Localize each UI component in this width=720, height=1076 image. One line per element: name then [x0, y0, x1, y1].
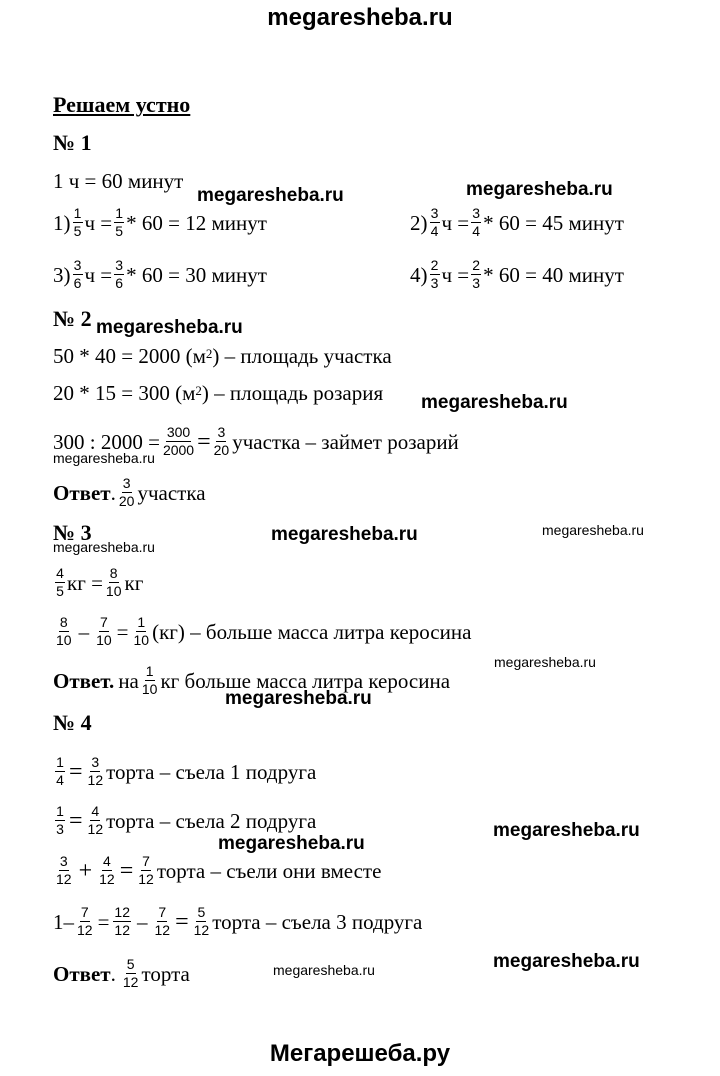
- fraction: $\frac{3}{20}$: [213, 424, 230, 458]
- task-2-answer: Ответ . $\frac{3}{20}$ участка: [53, 475, 206, 509]
- watermark: megaresheba.ru: [197, 185, 344, 206]
- fraction: $\frac{8}{10}$: [105, 565, 122, 599]
- watermark: megaresheba.ru: [493, 820, 640, 841]
- task-3-line-2: $\frac{8}{10}$ – $\frac{7}{10}$ = $\frac{1}{10}$ (кг) – больше масса литра керосина: [56, 614, 472, 648]
- task-1-item-1: 1) $\frac{1}{5}$ ч = $\frac{1}{5}$ * 60 = 12 минут: [53, 205, 267, 239]
- task-2-title: № 2: [53, 306, 92, 331]
- watermark: megaresheba.ru: [421, 392, 568, 413]
- task-1-item-3: 3) $\frac{3}{6}$ ч = $\frac{3}{6}$ * 60 = 30 минут: [53, 257, 267, 291]
- fraction: $\frac{3}{12}$: [87, 754, 104, 788]
- task-3-title: № 3: [53, 520, 92, 545]
- fraction: $\frac{1}{4}$: [56, 754, 64, 788]
- fraction: $\frac{12}{12}$: [114, 904, 130, 938]
- watermark: megaresheba.ru: [466, 179, 613, 200]
- fraction: $\frac{5}{12}$: [193, 904, 210, 938]
- fraction: $\frac{2}{3}$: [430, 257, 439, 291]
- fraction: $\frac{7}{12}$: [138, 853, 154, 887]
- footer-site-title: Мегарешеба.ру: [269, 1040, 451, 1067]
- watermark: megaresheba.ru: [225, 688, 372, 709]
- task-2-line-3: 300 : 2000 = $\frac{300}{2000}$ = $\frac{3}{20}$ участка – займет розарий: [53, 424, 459, 458]
- fraction: $\frac{1}{5}$: [115, 205, 124, 239]
- task-1-item-2: 2) $\frac{3}{4}$ ч = $\frac{3}{4}$ * 60 = 45 минут: [410, 205, 624, 239]
- fraction: $\frac{3}{20}$: [118, 475, 135, 509]
- watermark: megaresheba.ru: [218, 833, 365, 854]
- task-1-intro: 1 ч = 60 минут: [53, 169, 184, 193]
- task-4-line-3: $\frac{3}{12}$ + $\frac{4}{12}$ = $\frac{7}{12}$ торта – съели они вместе: [56, 853, 382, 887]
- fraction: $\frac{2}{3}$: [472, 257, 481, 291]
- task-2-line-2: 20 * 15 = 300 (м $^2$ ) – площадь розария: [53, 381, 384, 405]
- fraction: $\frac{5}{12}$: [122, 956, 139, 990]
- watermark: megaresheba.ru: [542, 522, 644, 538]
- fraction: $\frac{4}{12}$: [99, 853, 115, 887]
- watermark: megaresheba.ru: [271, 524, 418, 545]
- task-4-line-4: 1– $\frac{7}{12}$ = $\frac{12}{12}$ – $\frac{7}{12}$ = $\frac{5}{12}$ торта – съела 3 подруга: [53, 904, 423, 938]
- fraction: $\frac{7}{10}$: [96, 614, 112, 648]
- section-title: Решаем устно: [53, 92, 191, 117]
- task-3-answer: Ответ. на $\frac{1}{10}$ кг больше масса литра керосина: [53, 663, 451, 697]
- fraction: $\frac{3}{4}$: [472, 205, 481, 239]
- task-1-title: № 1: [53, 130, 92, 155]
- fraction: $\frac{3}{6}$: [115, 257, 124, 291]
- task-4-line-2: $\frac{1}{3}$ = $\frac{4}{12}$ торта – съела 2 подруга: [56, 803, 317, 837]
- task-3-line-1: $\frac{4}{5}$ кг = $\frac{8}{10}$ кг: [56, 565, 144, 599]
- fraction: $\frac{7}{12}$: [154, 904, 171, 938]
- task-4-answer: Ответ . $\frac{5}{12}$ торта: [53, 956, 190, 990]
- watermark: megaresheba.ru: [273, 962, 375, 978]
- watermark: megaresheba.ru: [53, 539, 155, 555]
- fraction: $\frac{1}{10}$: [141, 663, 158, 697]
- watermark: megaresheba.ru: [96, 317, 243, 338]
- fraction: $\frac{7}{12}$: [77, 904, 93, 938]
- fraction: $\frac{4}{5}$: [56, 565, 64, 599]
- fraction: $\frac{4}{12}$: [87, 803, 104, 837]
- fraction: $\frac{3}{12}$: [56, 853, 72, 887]
- fraction: $\frac{1}{5}$: [73, 205, 82, 239]
- fraction: $\frac{1}{10}$: [133, 614, 150, 648]
- fraction: $\frac{300}{2000}$: [162, 424, 195, 458]
- watermark: megaresheba.ru: [53, 450, 155, 466]
- header-site-title: megaresheba.ru: [267, 4, 453, 31]
- watermark: megaresheba.ru: [494, 654, 596, 670]
- fraction: $\frac{8}{10}$: [56, 614, 72, 648]
- watermark: megaresheba.ru: [493, 951, 640, 972]
- fraction: $\frac{3}{6}$: [73, 257, 82, 291]
- task-4-title: № 4: [53, 710, 92, 735]
- fraction: $\frac{1}{3}$: [56, 803, 64, 837]
- task-1-item-4: 4) $\frac{2}{3}$ ч = $\frac{2}{3}$ * 60 = 40 минут: [410, 257, 624, 291]
- fraction: $\frac{3}{4}$: [430, 205, 439, 239]
- task-4-line-1: $\frac{1}{4}$ = $\frac{3}{12}$ торта – съела 1 подруга: [56, 754, 317, 788]
- task-2-line-1: 50 * 40 = 2000 (м $^2$ ) – площадь участка: [53, 344, 392, 368]
